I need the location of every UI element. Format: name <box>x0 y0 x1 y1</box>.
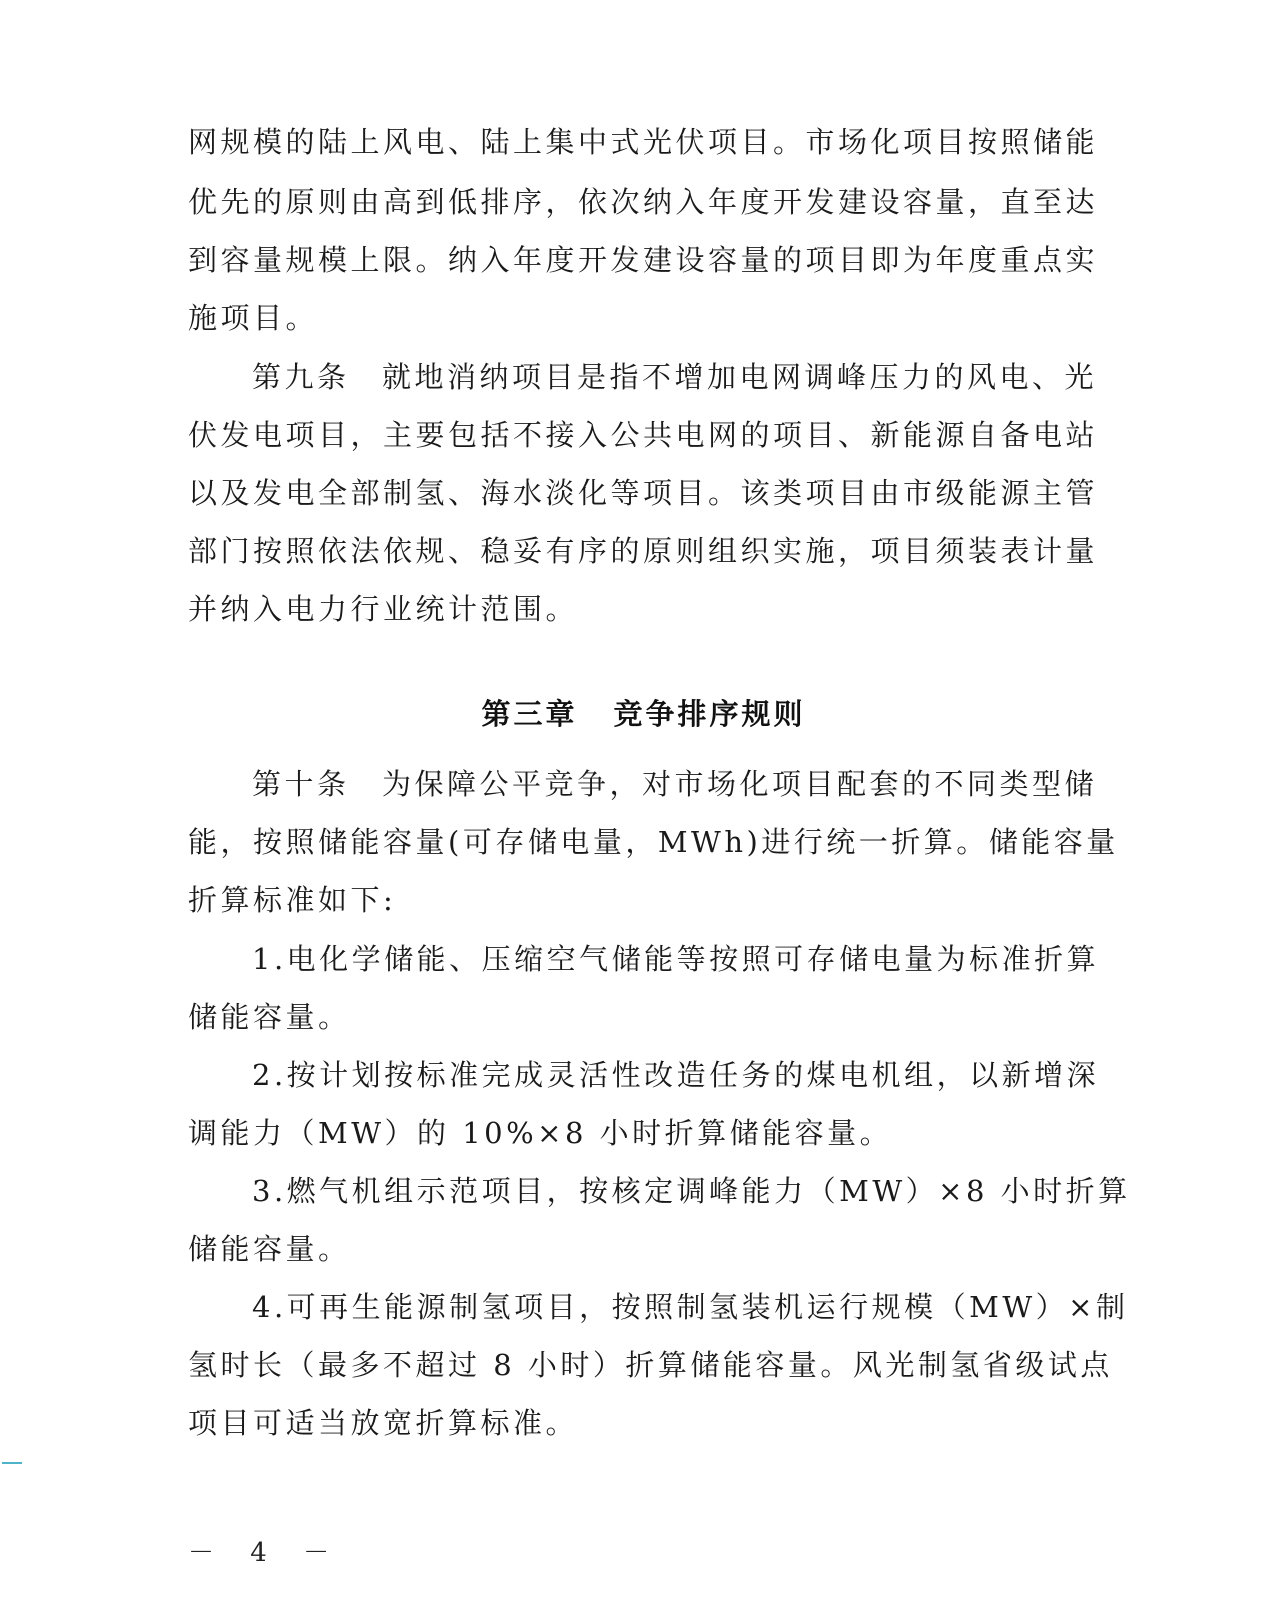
page-number: － 4 － <box>188 1538 344 1568</box>
paragraph-line: 部门按照依法依规、稳妥有序的原则组织实施，项目须装表计量 <box>188 534 1099 568</box>
paragraph-line: 氢时长（最多不超过 8 小时）折算储能容量。风光制氢省级试点 <box>188 1348 1113 1382</box>
chapter-number: 第三章 <box>481 697 578 731</box>
list-item-2: 2.按计划按标准完成灵活性改造任务的煤电机组，以新增深 <box>252 1058 1100 1092</box>
paragraph-line: 并纳入电力行业统计范围。 <box>188 592 579 626</box>
paragraph-line: 伏发电项目，主要包括不接入公共电网的项目、新能源自备电站 <box>188 418 1099 452</box>
paragraph-line: 网规模的陆上风电、陆上集中式光伏项目。市场化项目按照储能 <box>188 125 1099 159</box>
paragraph-line: 项目可适当放宽折算标准。 <box>188 1406 579 1440</box>
paragraph-line: 优先的原则由高到低排序，依次纳入年度开发建设容量，直至达 <box>188 185 1099 219</box>
paragraph-line: 储能容量。 <box>188 1000 351 1034</box>
article-10-line: 第十条 为保障公平竞争，对市场化项目配套的不同类型储 <box>252 767 1098 801</box>
scan-edge-mark <box>2 1462 22 1464</box>
paragraph-line: 储能容量。 <box>188 1232 351 1266</box>
paragraph-line: 折算标准如下: <box>188 883 397 917</box>
paragraph-line: 以及发电全部制氢、海水淡化等项目。该类项目由市级能源主管 <box>188 476 1099 510</box>
article-9-line: 第九条 就地消纳项目是指不增加电网调峰压力的风电、光 <box>252 360 1098 394</box>
paragraph-line: 能，按照储能容量(可存储电量，MWh)进行统一折算。储能容量 <box>188 825 1119 859</box>
paragraph-line: 到容量规模上限。纳入年度开发建设容量的项目即为年度重点实 <box>188 243 1099 277</box>
chapter-heading <box>0 692 1287 733</box>
list-item-1: 1.电化学储能、压缩空气储能等按照可存储电量为标准折算 <box>252 942 1100 976</box>
list-item-3: 3.燃气机组示范项目，按核定调峰能力（MW）×8 小时折算 <box>252 1174 1131 1208</box>
list-item-4: 4.可再生能源制氢项目，按照制氢装机运行规模（MW）×制 <box>252 1290 1129 1324</box>
paragraph-line: 施项目。 <box>188 301 319 335</box>
paragraph-line: 调能力（MW）的 10%×8 小时折算储能容量。 <box>188 1116 893 1150</box>
chapter-title: 竞争排序规则 <box>613 697 806 731</box>
